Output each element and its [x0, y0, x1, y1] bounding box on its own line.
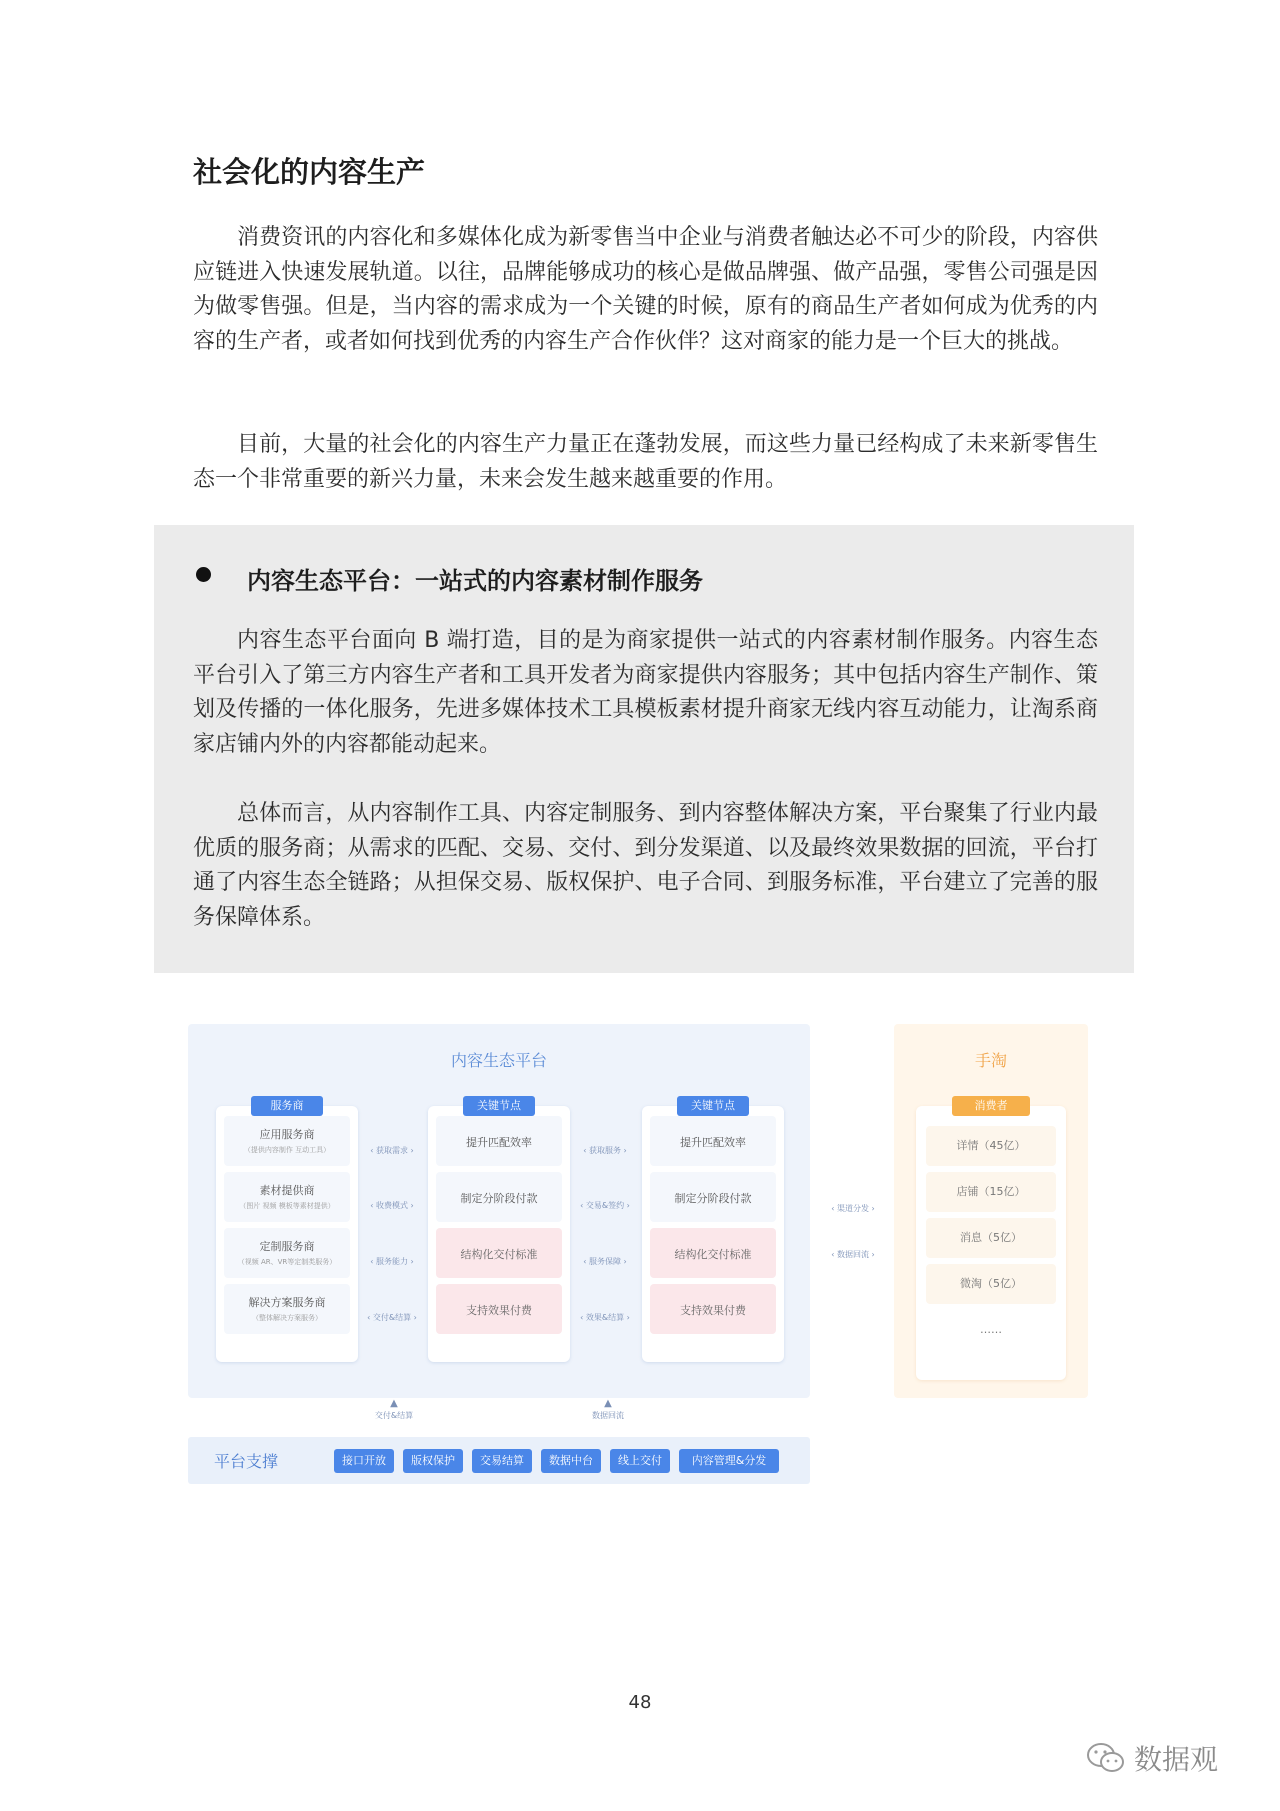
key-nodes-column-2	[642, 1106, 784, 1362]
flow-label: ‹ 服务保障 ›	[583, 1257, 627, 1266]
support-chip: 接口开放	[334, 1449, 394, 1473]
consumer-cell: ……	[980, 1323, 1002, 1336]
callout-paragraph-1: 内容生态平台面向 B 端打造，目的是为商家提供一站式的内容素材制作服务。内容生态平台引入了第三方内容生产者和工具开发者为商家提供内容服务；其中包括内容生产制作、策划及传播的一体化服务，先进多媒体技术工具模板素材提升商家无线内容互动能力，让淘系商家店铺内外的内容都能动起来。	[193, 628, 1098, 757]
provider-cell	[224, 1172, 350, 1222]
key-node-cell: 结构化交付标准	[650, 1228, 776, 1278]
flow-label: ‹ 渠道分发 ›	[831, 1204, 875, 1213]
key-node-cell: 提升匹配效率	[436, 1116, 562, 1166]
support-chip: 数据中台	[541, 1449, 601, 1473]
provider-sub: （图片 视频 模板等素材提供）	[239, 1202, 335, 1210]
support-chip: 版权保护	[403, 1449, 463, 1473]
provider-cell	[224, 1116, 350, 1166]
key-nodes-badge-1: 关键节点	[463, 1096, 535, 1116]
provider-name: 素材提供商	[259, 1184, 315, 1197]
key-node-cell: 制定分阶段付款	[650, 1172, 776, 1222]
flow-label: ‹ 交易&签约 ›	[580, 1201, 630, 1210]
consumer-cell: 详情（45亿）	[926, 1126, 1056, 1166]
key-nodes-badge-2: 关键节点	[677, 1096, 749, 1116]
provider-name: 应用服务商	[259, 1128, 315, 1141]
provider-sub: （整体解决方案服务）	[252, 1314, 322, 1322]
page-number: 48	[628, 1692, 652, 1713]
support-chip: 线上交付	[610, 1449, 670, 1473]
consumers-badge: 消费者	[952, 1096, 1030, 1116]
support-chip: 交易结算	[472, 1449, 532, 1473]
key-node-cell: 制定分阶段付款	[436, 1172, 562, 1222]
provider-cell	[224, 1284, 350, 1334]
intro-paragraph-2: 目前，大量的社会化的内容生产力量正在蓬勃发展，而这些力量已经构成了未来新零售生态一个非常重要的新兴力量，未来会发生越来越重要的作用。	[193, 432, 1098, 492]
up-label: 交付&结算	[374, 1411, 414, 1420]
flow-label: ‹ 效果&结算 ›	[580, 1313, 630, 1322]
flow-label: ‹ 数据回流 ›	[831, 1250, 875, 1259]
provider-name: 解决方案服务商	[248, 1296, 326, 1309]
intro-paragraph-1: 消费资讯的内容化和多媒体化成为新零售当中企业与消费者触达必不可少的阶段，内容供应链进入快速发展轨道。以往，品牌能够成功的核心是做品牌强、做产品强，零售公司强是因为做零售强。但是，当内容的需求成为一个关键的时候，原有的商品生产者如何成为优秀的内容的生产者，或者如何找到优秀的内容生产合作伙伴？这对商家的能力是一个巨大的挑战。	[193, 225, 1098, 354]
support-title: 平台支撑	[214, 1452, 279, 1471]
flow-label: ‹ 获取需求 ›	[370, 1146, 414, 1155]
up-label: 数据回流	[592, 1411, 624, 1420]
up-arrow-icon: ▲	[604, 1398, 612, 1409]
key-node-cell: 结构化交付标准	[436, 1228, 562, 1278]
bullet-icon	[196, 567, 211, 582]
brand-name: 数据观	[1134, 1743, 1219, 1776]
callout-paragraph-2: 总体而言，从内容制作工具、内容定制服务、到内容整体解决方案，平台聚集了行业内最优质的服务商；从需求的匹配、交易、交付、到分发渠道、以及最终效果数据的回流，平台打通了内容生态全链路；从担保交易、版权保护、电子合同、到服务标准，平台建立了完善的服务保障体系。	[193, 801, 1098, 930]
flow-label: ‹ 获取服务 ›	[583, 1146, 627, 1155]
providers-column	[216, 1106, 358, 1362]
platform-title: 内容生态平台	[450, 1051, 547, 1070]
provider-sub: （提供内容制作 互动工具）	[243, 1146, 331, 1154]
consumer-cell: 消息（5亿）	[926, 1218, 1056, 1258]
key-node-cell: 支持效果付费	[650, 1284, 776, 1334]
providers-badge: 服务商	[251, 1096, 323, 1116]
flow-label: ‹ 服务能力 ›	[370, 1257, 414, 1266]
ecosystem-diagram	[188, 1024, 1088, 1484]
consumer-cell: 店铺（15亿）	[926, 1172, 1056, 1212]
flow-label: ‹ 交付&结算 ›	[367, 1313, 417, 1322]
provider-cell	[224, 1228, 350, 1278]
wechat-icon	[1086, 1741, 1126, 1775]
consumer-cell: 微淘（5亿）	[926, 1264, 1056, 1304]
section-title: 社会化的内容生产	[193, 155, 426, 189]
support-chip: 内容管理&分发	[679, 1449, 779, 1473]
up-arrow-icon: ▲	[390, 1398, 398, 1409]
provider-sub: （视频 AR、VR等定制类服务）	[237, 1258, 337, 1266]
callout-title: 内容生态平台：一站式的内容素材制作服务	[247, 567, 703, 595]
flow-label: ‹ 收费模式 ›	[370, 1201, 414, 1210]
brand-watermark	[1086, 1738, 1218, 1778]
key-node-cell: 支持效果付费	[436, 1284, 562, 1334]
key-node-cell: 提升匹配效率	[650, 1116, 776, 1166]
provider-name: 定制服务商	[259, 1240, 315, 1253]
shoutao-title: 手淘	[974, 1051, 1007, 1070]
key-nodes-column-1	[428, 1106, 570, 1362]
